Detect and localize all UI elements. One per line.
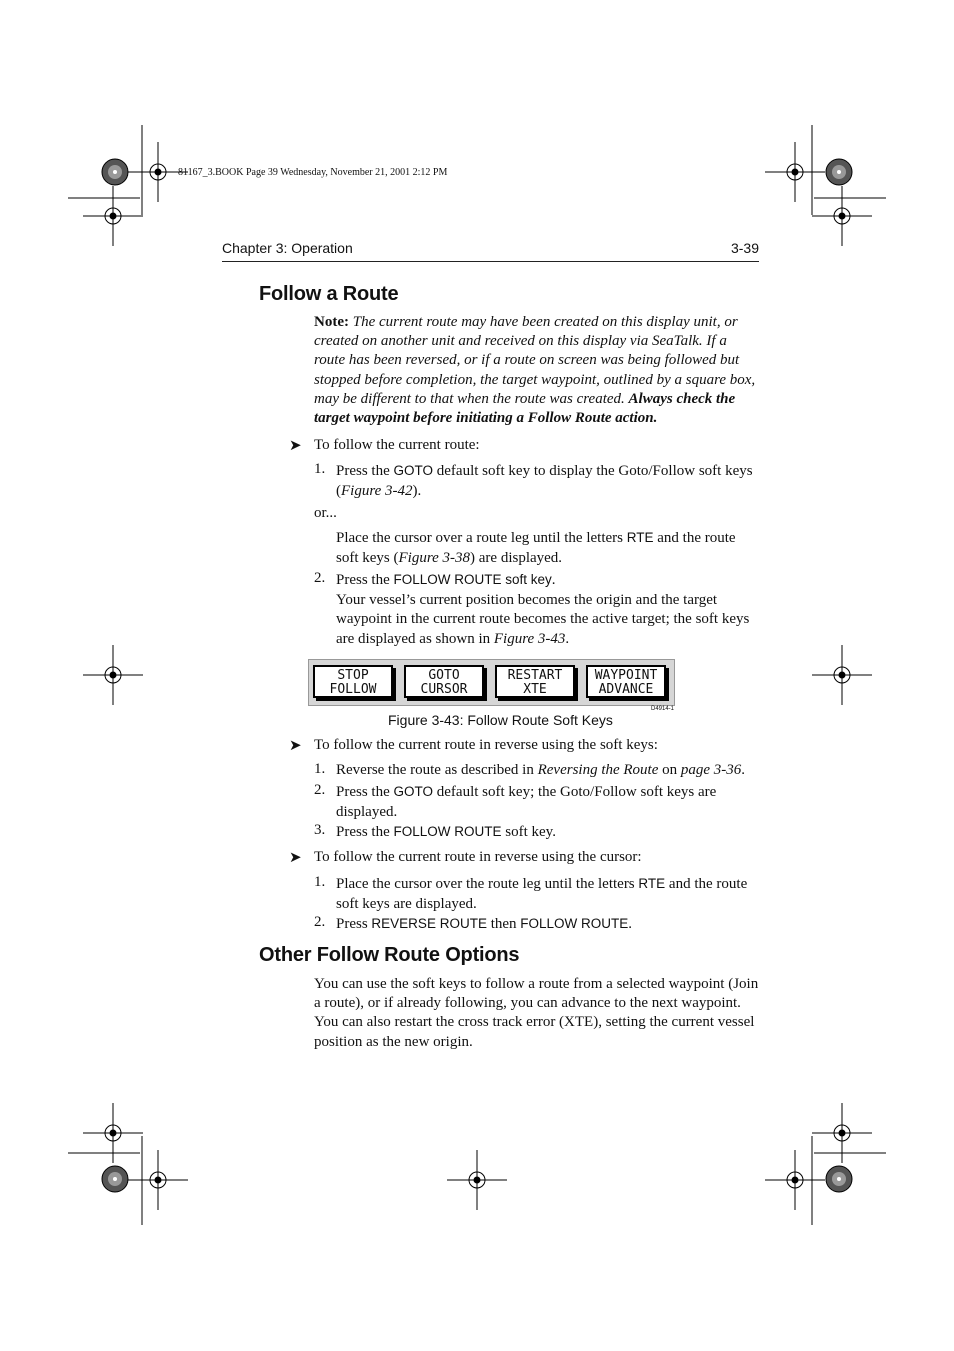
key-line: CURSOR	[420, 682, 468, 697]
figure-ref: Figure 3-42	[341, 482, 413, 499]
crosshair-icon	[83, 1103, 143, 1163]
or-text: or...	[314, 505, 337, 521]
text: default soft key; the Goto/Follow soft keys are displayed.	[336, 784, 717, 820]
color-target-icon	[102, 1166, 128, 1192]
figure-ref: Figure 3-38	[398, 549, 471, 566]
other-options-body: You can use the soft keys to follow a route from a selected waypoint (Join a route), or if already following, you can advance to the next waypoint. You can also restart the cross track error (XTE), setting the current vessel position as the new origin.	[314, 976, 759, 1050]
text: default soft key to display the Goto/Follow soft keys (	[336, 463, 753, 499]
section-title-other-options: Other Follow Route Options	[259, 944, 520, 966]
section-ref: Reversing the Route	[537, 762, 659, 778]
section-title-follow-route: Follow a Route	[259, 283, 399, 305]
text: Press the	[336, 784, 394, 800]
text: ) are displayed.	[470, 549, 563, 566]
crosshair-icon	[447, 1150, 507, 1210]
arrow-bullet-icon: ➤	[289, 738, 302, 754]
key-rte: RTE	[638, 876, 666, 891]
key-reverse-route: REVERSE ROUTE	[371, 916, 487, 931]
crosshair-icon	[765, 1150, 825, 1210]
key-follow-route: FOLLOW ROUTE	[393, 824, 502, 839]
print-slug: 81167_3.BOOK Page 39 Wednesday, November 21, 2001 2:12 PM	[178, 167, 448, 178]
key-line: XTE	[523, 682, 547, 697]
crosshair-icon	[83, 645, 143, 705]
step-number: 1.	[314, 874, 326, 890]
key-line: WAYPOINT	[594, 668, 658, 683]
step-press-reverse	[336, 914, 760, 935]
step-number: 1.	[314, 461, 326, 477]
note-text: The current route may have been created on this display unit, or created on another unit and received on this display via SeaTalk. If a route has been reversed, or if a route on screen was being followed but stopped before completion, the target waypoint, outlined by a square box, may be different to that when the route was created.	[314, 314, 756, 407]
key-line: RESTART	[507, 668, 563, 683]
running-header-chapter: Chapter 3: Operation	[222, 240, 353, 256]
key-follow-route: FOLLOW ROUTE	[520, 916, 629, 931]
note-warning: Always check the target waypoint before initiating a Follow Route action.	[314, 390, 736, 427]
text: .	[551, 572, 556, 588]
text: Place the cursor over a route leg until the letters	[336, 530, 627, 546]
text: Press the	[336, 824, 394, 840]
text: on	[658, 762, 681, 778]
bullet-reverse-cursor: To follow the current route in reverse using the cursor:	[314, 849, 642, 865]
arrow-bullet-icon: ➤	[289, 850, 302, 866]
text: .	[565, 630, 570, 647]
step-number: 2.	[314, 914, 326, 930]
note-label: Note:	[314, 314, 349, 330]
key-line: ADVANCE	[598, 682, 654, 697]
bullet-reverse-softkeys: To follow the current route in reverse using the soft keys:	[314, 737, 658, 753]
key-goto: GOTO	[393, 463, 434, 478]
color-target-icon	[826, 1166, 852, 1192]
soft-key-goto-cursor[interactable]	[404, 665, 484, 698]
text: Reverse the route as described in	[336, 762, 538, 778]
text: and the route soft keys are displayed.	[336, 876, 748, 912]
text: Press	[336, 916, 372, 932]
step-goto	[336, 461, 760, 501]
step-place-cursor	[336, 874, 760, 914]
key-follow-route: FOLLOW ROUTE soft key	[393, 572, 552, 587]
color-target-icon	[102, 159, 128, 185]
header-rule	[222, 261, 759, 262]
step-number: 2.	[314, 570, 326, 586]
page-ref: page 3-36	[680, 762, 742, 778]
arrow-bullet-icon: ➤	[289, 438, 302, 454]
figure-code: D4914-1	[651, 706, 675, 712]
soft-key-bar	[308, 659, 675, 706]
text: soft key.	[501, 824, 556, 840]
step-number: 2.	[314, 782, 326, 798]
text: Press the	[336, 572, 394, 588]
step-press-goto	[336, 782, 760, 822]
crosshair-icon	[812, 1103, 872, 1163]
figure-ref: Figure 3-43	[493, 630, 566, 647]
text: Place the cursor over the route leg until the letters	[336, 876, 639, 892]
note-block	[314, 313, 760, 428]
soft-key-waypoint-advance[interactable]	[586, 665, 666, 698]
crosshair-icon	[812, 645, 872, 705]
key-line: FOLLOW	[329, 682, 377, 697]
step-reverse-route	[336, 761, 760, 781]
crosshair-icon	[812, 186, 872, 246]
text: and the route soft keys (	[336, 530, 736, 566]
key-goto: GOTO	[393, 784, 434, 799]
text: Your vessel’s current position becomes the origin and the target waypoint in the current route becomes the active target; the soft keys are displayed as shown in	[336, 591, 750, 647]
step-number: 3.	[314, 822, 326, 838]
step-press-follow	[336, 822, 760, 843]
key-line: GOTO	[428, 668, 460, 683]
color-target-icon	[826, 159, 852, 185]
page-number: 3-39	[730, 240, 759, 256]
crosshair-icon	[765, 142, 825, 202]
text: then	[486, 916, 521, 932]
text: ).	[412, 482, 422, 499]
crosshair-icon	[128, 1150, 188, 1210]
step-number: 1.	[314, 761, 326, 777]
text: .	[628, 916, 633, 932]
text: .	[741, 762, 746, 778]
soft-key-stop-follow[interactable]	[313, 665, 393, 698]
text: Press the	[336, 463, 394, 479]
step-follow-route	[336, 570, 760, 649]
soft-key-restart-xte[interactable]	[495, 665, 575, 698]
bullet-follow-current: To follow the current route:	[314, 437, 480, 453]
key-line: STOP	[337, 668, 369, 683]
crosshair-icon	[83, 186, 143, 246]
figure-caption: Figure 3-43: Follow Route Soft Keys	[388, 712, 613, 728]
key-rte: RTE	[626, 530, 654, 545]
step-alternative	[336, 528, 760, 568]
